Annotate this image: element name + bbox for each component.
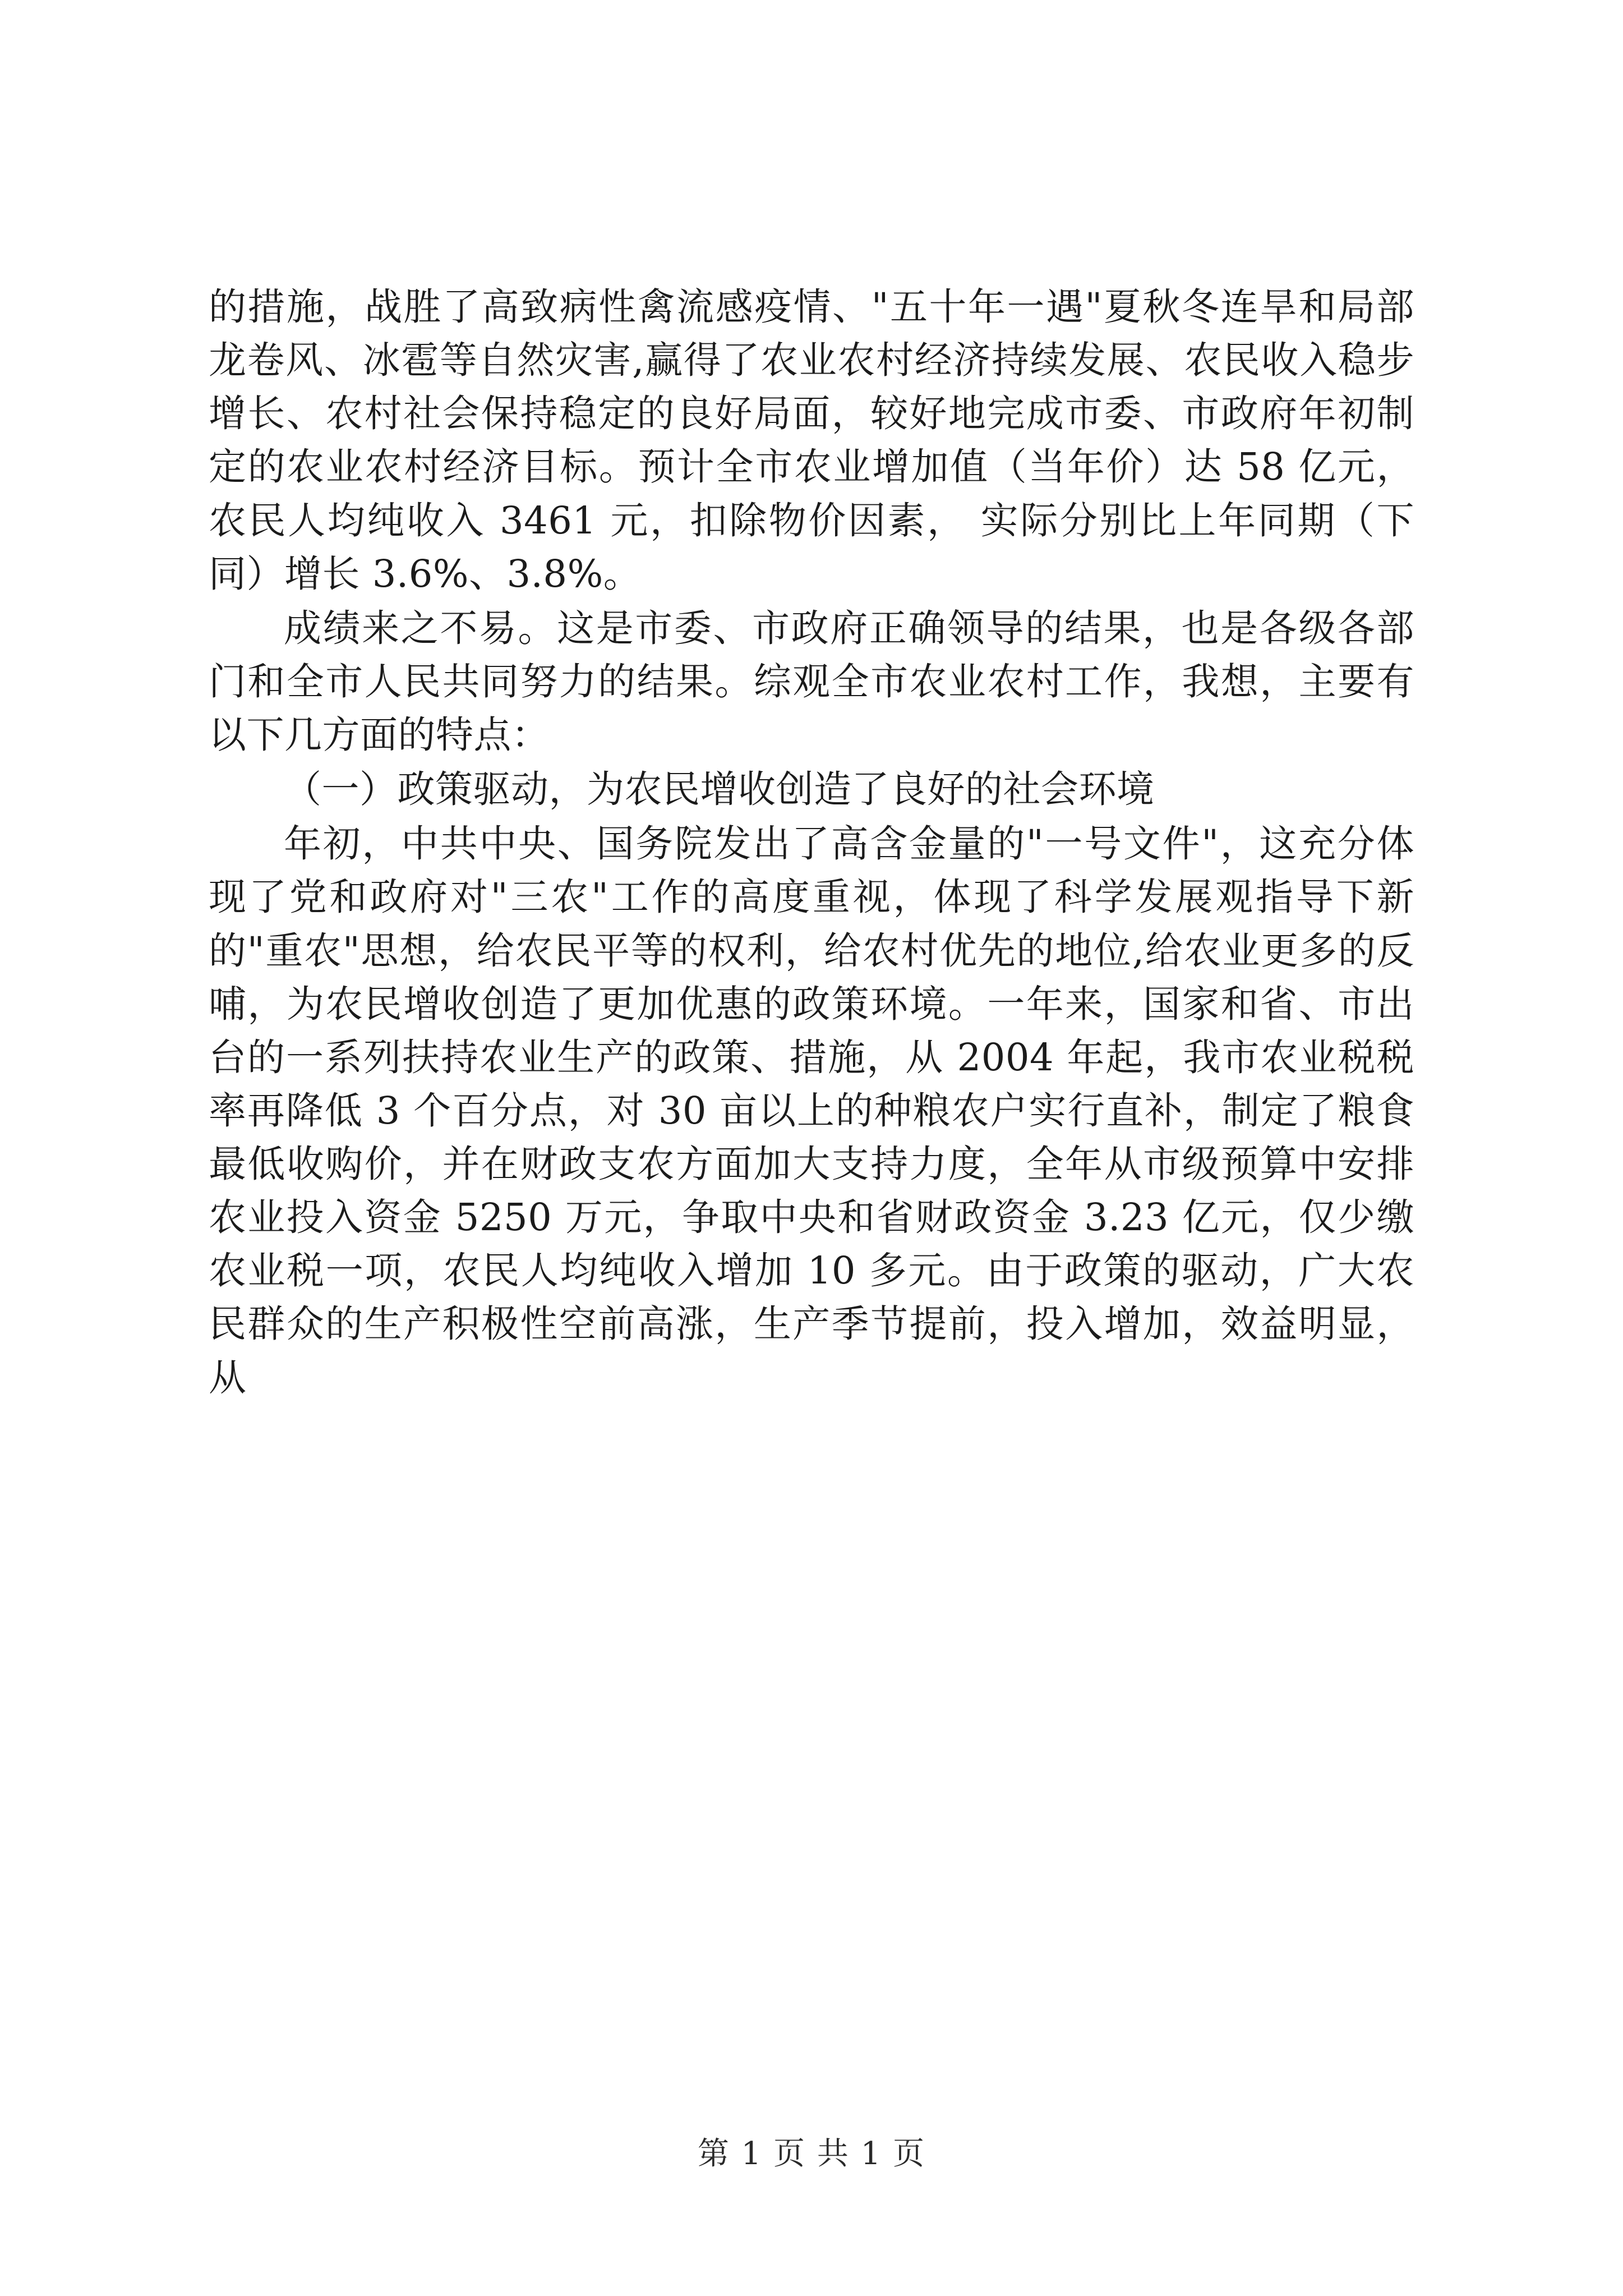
paragraph-heading: （一）政策驱动，为农民增收创造了良好的社会环境 [284,767,1155,812]
paragraph: 的措施，战胜了高致病性禽流感疫情、"五十年一遇"夏秋冬连旱和局部龙卷风、冰雹等自然灾害,赢得了农业农村经济持续发展、农民收入稳步增长、农村社会保持稳定的良好局面，较好地完成市委、市政府年初制定的农业农村经济目标。预计全市农业增加值（当年价）达 58 亿元，农民人均纯收入 3461 元，扣除物价因素， 实际分别比上年同期（下同）增长 3.6%、3.8%。 [209,285,1414,596]
document-body [209,280,1414,1406]
paragraph: 成绩来之不易。这是市委、市政府正确领导的结果，也是各级各部门和全市人民共同努力的结果。综观全市农业农村工作，我想，主要有以下几方面的特点： [209,606,1414,757]
page-footer: 第 1 页 共 1 页 [697,2136,926,2172]
paragraph: 年初，中共中央、国务院发出了高含金量的"一号文件"，这充分体现了党和政府对"三农"工作的高度重视，体现了科学发展观指导下新的"重农"思想，给农民平等的权利，给农村优先的地位,给农业更多的反哺，为农民增收创造了更加优惠的政策环境。一年来，国家和省、市出台的一系列扶持农业生产的政策、措施，从 2004 年起，我市农业税税率再降低 3 个百分点，对 30 亩以上的种粮农户实行直补，制定了粮食最低收购价，并在财政支农方面加大支持力度，全年从市级预算中安排农业投入资金 5250 万元，争取中央和省财政资金 3.23 亿元，仅少缴农业税一项，农民人均纯收入增加 10 多元。由于政策的驱动，广大农民群众的生产积极性空前高涨，生产季节提前，投入增加，效益明显，从 [209,822,1414,1400]
